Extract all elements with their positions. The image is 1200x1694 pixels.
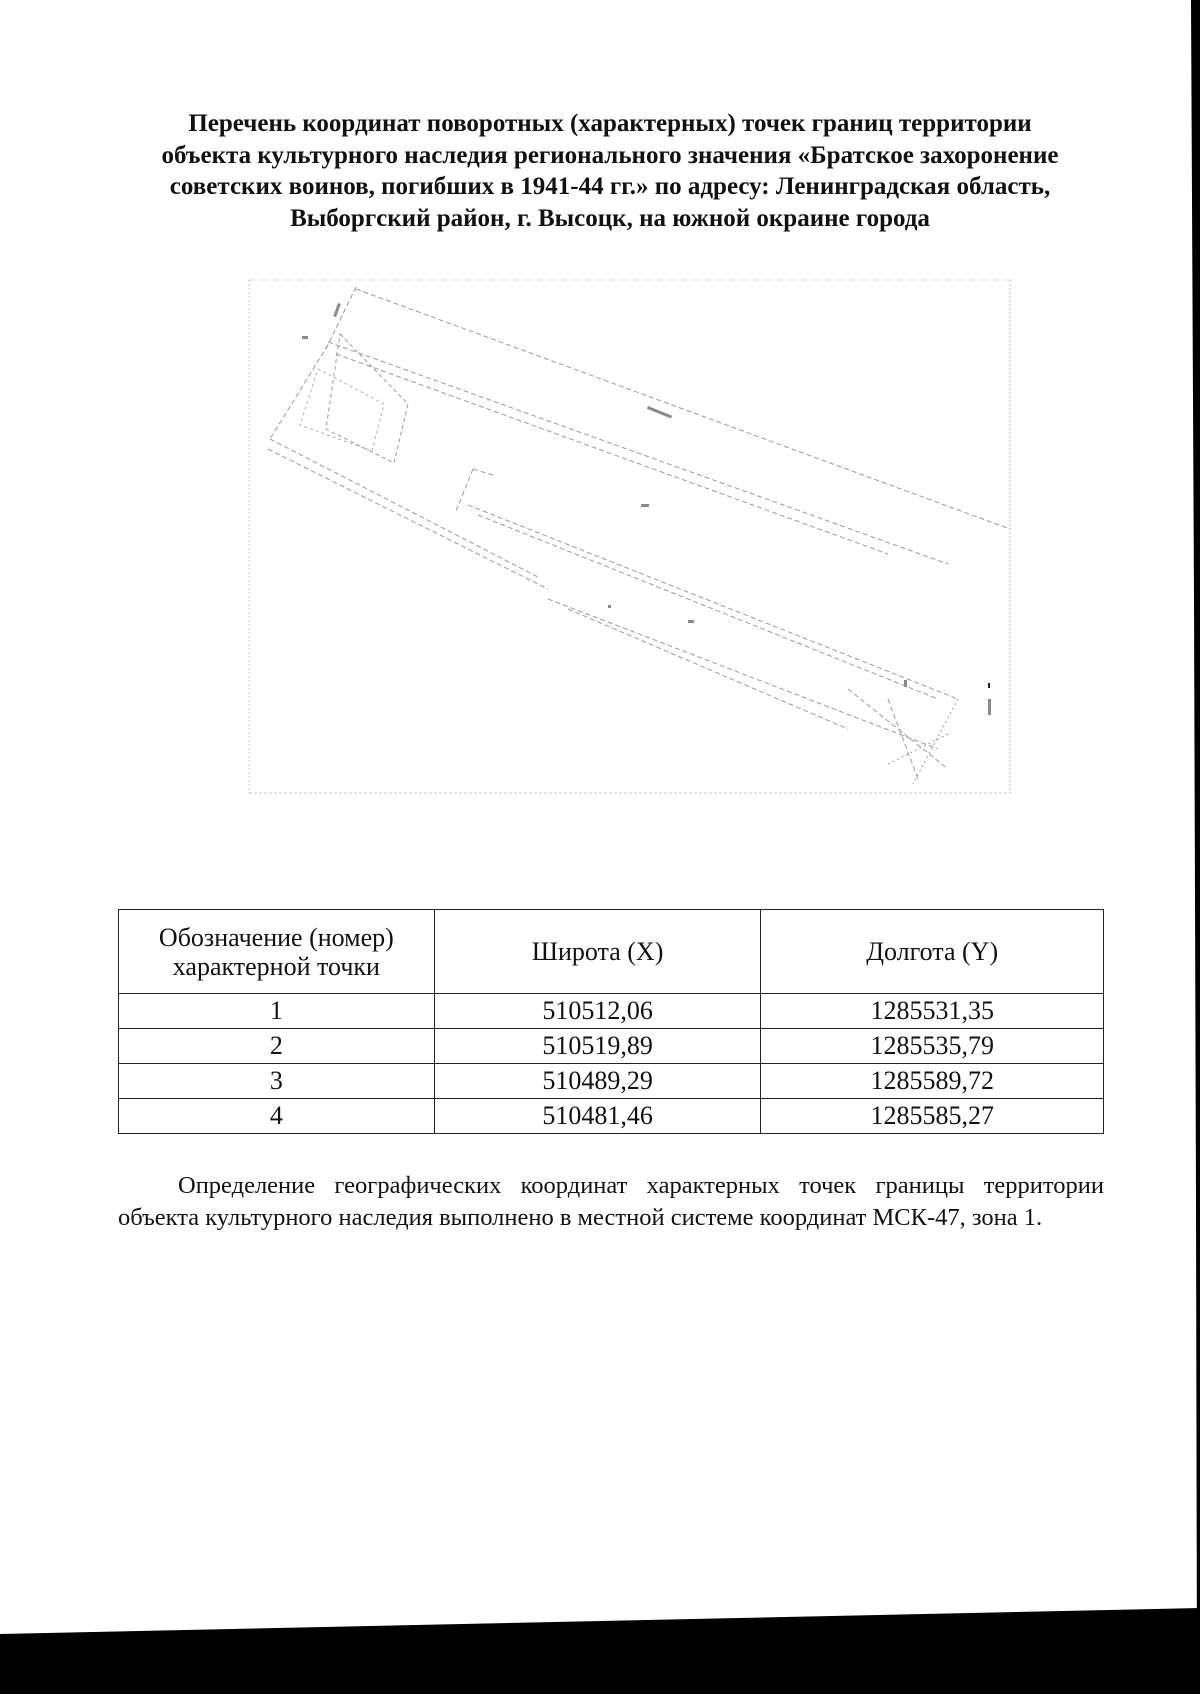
table-row xyxy=(119,1029,1104,1064)
cell-longitude: 1285535,79 xyxy=(761,1029,1104,1064)
coordinates-table xyxy=(118,909,1104,1134)
cell-point-number: 4 xyxy=(119,1099,435,1134)
site-plan-drawing xyxy=(248,279,1013,795)
cell-latitude: 510481,46 xyxy=(434,1099,761,1134)
title-line: объекта культурного наследия регионального значения «Братское захоронение xyxy=(161,141,1059,169)
cell-longitude: 1285531,35 xyxy=(761,994,1104,1029)
header-latitude: Широта (X) xyxy=(434,910,761,994)
cell-point-number: 2 xyxy=(119,1029,435,1064)
cell-point-number: 1 xyxy=(119,994,435,1029)
table-row xyxy=(119,994,1104,1029)
coordinate-system-note: Определение географических координат характерных точек границы территории объекта культурного наследия выполнено в местной системе координат МСК-47, зона 1. xyxy=(118,1172,1104,1231)
table-row xyxy=(119,1064,1104,1099)
cell-longitude: 1285589,72 xyxy=(761,1064,1104,1099)
cell-longitude: 1285585,27 xyxy=(761,1099,1104,1134)
title-line: Перечень координат поворотных (характерных) точек границ территории xyxy=(188,110,1032,137)
cell-latitude: 510512,06 xyxy=(434,994,761,1029)
title-line: советских воинов, погибших в 1941-44 гг.» по адресу: Ленинградская область, xyxy=(169,173,1051,200)
header-point-number: Обозначение (номер) характерной точки xyxy=(119,910,435,994)
page-title xyxy=(110,108,1110,234)
site-plan-image xyxy=(248,279,1013,795)
table-header-row xyxy=(119,910,1104,994)
table-row xyxy=(119,1099,1104,1134)
cell-latitude: 510519,89 xyxy=(434,1029,761,1064)
header-longitude: Долгота (Y) xyxy=(761,910,1104,994)
cell-latitude: 510489,29 xyxy=(434,1064,761,1099)
title-line: Выборгский район, г. Высоцк, на южной окраине города xyxy=(290,204,930,232)
cell-point-number: 3 xyxy=(119,1064,435,1099)
